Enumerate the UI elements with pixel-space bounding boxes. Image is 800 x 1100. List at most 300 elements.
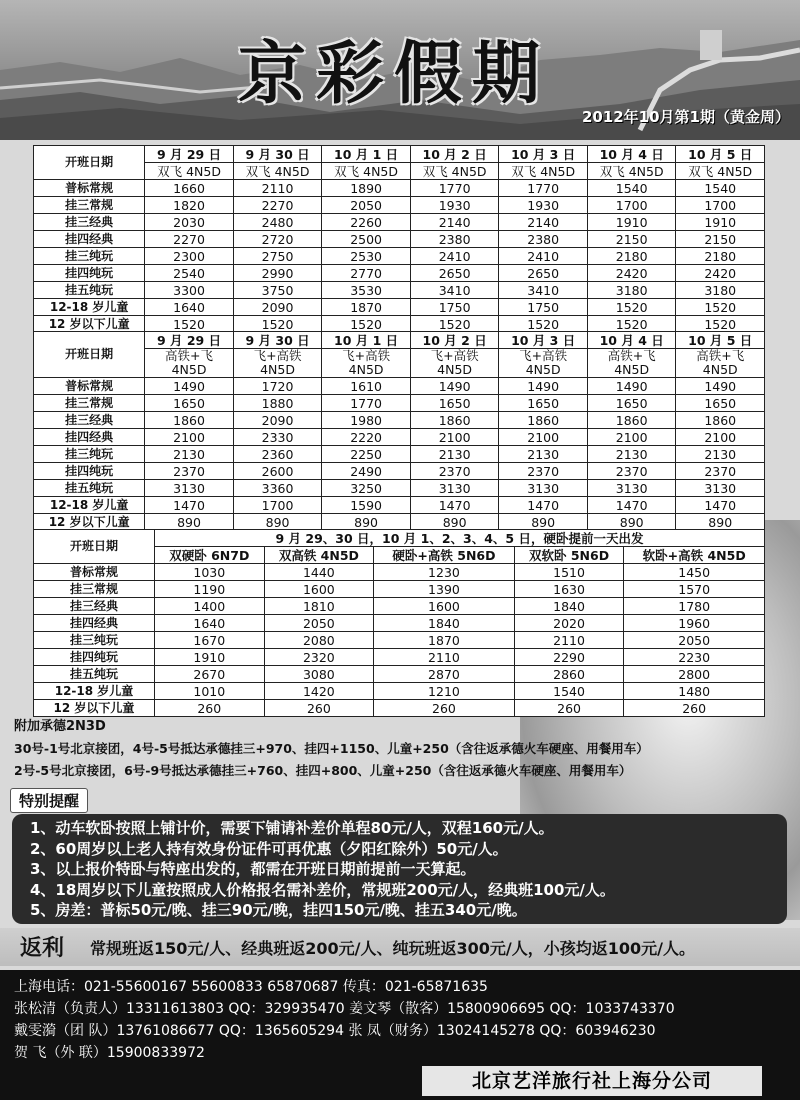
price-cell: 2130 xyxy=(145,446,234,463)
price-cell: 1700 xyxy=(676,197,765,214)
tip-item: 2、60周岁以上老人持有效身份证件可再优惠（夕阳红除外）50元/人。 xyxy=(30,839,508,858)
price-cell: 2150 xyxy=(587,231,676,248)
price-cell: 2480 xyxy=(233,214,322,231)
price-cell: 3360 xyxy=(233,480,322,497)
duration-label: 4N5D xyxy=(260,362,295,377)
price-cell: 1600 xyxy=(264,581,374,598)
price-cell: 2370 xyxy=(410,463,499,480)
mode-label: 双飞 4N5D xyxy=(688,163,753,179)
rebate-label: 返利 xyxy=(20,936,65,961)
price-cell: 2020 xyxy=(514,615,624,632)
price-cell: 1440 xyxy=(264,564,374,581)
price-cell: 1870 xyxy=(374,632,515,649)
mode-header-cell xyxy=(233,163,322,180)
price-cell: 1420 xyxy=(264,683,374,700)
price-cell: 2750 xyxy=(233,248,322,265)
price-cell: 1570 xyxy=(624,581,765,598)
mode-label: 飞+高铁 xyxy=(430,348,479,363)
price-cell: 2260 xyxy=(322,214,411,231)
row-label-cell: 挂四经典 xyxy=(34,429,145,446)
table-row xyxy=(34,180,765,197)
price-cell: 1770 xyxy=(410,180,499,197)
date-header-cell: 9 月 29 日 xyxy=(145,332,234,349)
mode-header-cell xyxy=(145,349,234,378)
price-cell: 2870 xyxy=(374,666,515,683)
table-row xyxy=(34,683,765,700)
mode-header-cell: 双软卧 5N6D xyxy=(514,547,624,564)
price-cell: 3180 xyxy=(587,282,676,299)
price-cell: 1190 xyxy=(155,581,265,598)
price-cell: 2050 xyxy=(264,615,374,632)
price-cell: 1470 xyxy=(587,497,676,514)
contact-line: 张松清（负责人）13311613803 QQ：329935470 姜文琴（散客）15800906695 QQ：1033743370 xyxy=(14,1001,675,1017)
duration-label: 4N5D xyxy=(525,362,561,377)
price-cell: 3080 xyxy=(264,666,374,683)
row-label-cell: 挂四纯玩 xyxy=(34,265,145,282)
row-label-cell: 挂三纯玩 xyxy=(34,632,155,649)
mode-header-cell: 硬卧+高铁 5N6D xyxy=(374,547,515,564)
price-cell: 890 xyxy=(145,514,234,531)
table-row xyxy=(34,299,765,316)
price-cell: 1030 xyxy=(155,564,265,581)
price-cell: 2130 xyxy=(587,446,676,463)
price-cell: 2270 xyxy=(233,197,322,214)
price-cell: 3410 xyxy=(499,282,588,299)
price-cell: 1510 xyxy=(514,564,624,581)
price-cell: 1210 xyxy=(374,683,515,700)
row-label-cell: 12 岁以下儿童 xyxy=(34,316,145,333)
price-cell: 2110 xyxy=(374,649,515,666)
date-header-cell: 9 月 29 日 xyxy=(145,146,234,163)
price-table-flight xyxy=(33,145,765,333)
row-label-cell: 挂五纯玩 xyxy=(34,282,145,299)
table-row xyxy=(34,446,765,463)
price-table-rail-flight xyxy=(33,331,765,531)
price-cell: 2270 xyxy=(145,231,234,248)
price-cell: 1840 xyxy=(514,598,624,615)
price-cell: 1980 xyxy=(322,412,411,429)
price-cell: 2090 xyxy=(233,412,322,429)
price-cell: 2370 xyxy=(499,463,588,480)
price-cell: 1470 xyxy=(499,497,588,514)
price-table-sleeper xyxy=(33,529,765,717)
price-cell: 1230 xyxy=(374,564,515,581)
price-cell: 2370 xyxy=(676,463,765,480)
mode-header-cell xyxy=(322,163,411,180)
row-label-cell: 普标常规 xyxy=(34,378,145,395)
mode-label: 双飞 4N5D xyxy=(599,163,664,179)
row-label-cell: 挂五纯玩 xyxy=(34,666,155,683)
price-cell: 1520 xyxy=(676,299,765,316)
price-cell: 2150 xyxy=(676,231,765,248)
price-cell: 2420 xyxy=(676,265,765,282)
table-row xyxy=(34,231,765,248)
duration-label: 4N5D xyxy=(614,362,650,377)
price-cell: 3130 xyxy=(676,480,765,497)
price-cell: 890 xyxy=(233,514,322,531)
price-cell: 890 xyxy=(499,514,588,531)
price-cell: 2800 xyxy=(624,666,765,683)
price-cell: 1660 xyxy=(145,180,234,197)
price-cell: 2300 xyxy=(145,248,234,265)
price-cell: 1520 xyxy=(145,316,234,333)
mode-header-cell xyxy=(499,349,588,378)
price-cell: 1650 xyxy=(676,395,765,412)
tips-box xyxy=(12,814,787,924)
duration-label: 4N5D xyxy=(702,362,738,377)
price-cell: 1540 xyxy=(676,180,765,197)
price-cell: 1930 xyxy=(499,197,588,214)
price-cell: 1770 xyxy=(322,395,411,412)
mode-header-cell xyxy=(676,349,765,378)
price-cell: 2370 xyxy=(145,463,234,480)
price-cell: 1840 xyxy=(374,615,515,632)
price-cell: 3410 xyxy=(410,282,499,299)
price-cell: 2140 xyxy=(410,214,499,231)
price-cell: 1960 xyxy=(624,615,765,632)
price-cell: 1610 xyxy=(322,378,411,395)
row-label-cell: 挂三常规 xyxy=(34,197,145,214)
table-row xyxy=(34,412,765,429)
price-cell: 2130 xyxy=(499,446,588,463)
price-cell: 1650 xyxy=(145,395,234,412)
date-header-cell: 10 月 2 日 xyxy=(410,332,499,349)
duration-label: 4N5D xyxy=(348,362,384,377)
table-row xyxy=(34,615,765,632)
mode-label: 高铁+飞 xyxy=(607,348,656,363)
table-row xyxy=(34,649,765,666)
price-cell: 2650 xyxy=(410,265,499,282)
price-cell: 1650 xyxy=(499,395,588,412)
price-cell: 2250 xyxy=(322,446,411,463)
price-cell: 1870 xyxy=(322,299,411,316)
price-cell: 1650 xyxy=(410,395,499,412)
price-cell: 1390 xyxy=(374,581,515,598)
mode-header-cell: 软卧+高铁 4N5D xyxy=(624,547,765,564)
price-cell: 1910 xyxy=(676,214,765,231)
price-cell: 2530 xyxy=(322,248,411,265)
price-cell: 2100 xyxy=(499,429,588,446)
table-row xyxy=(34,463,765,480)
price-cell: 2050 xyxy=(624,632,765,649)
table-row xyxy=(34,564,765,581)
price-cell: 1450 xyxy=(624,564,765,581)
table-row xyxy=(34,282,765,299)
price-cell: 2370 xyxy=(587,463,676,480)
price-cell: 2720 xyxy=(233,231,322,248)
price-cell: 2500 xyxy=(322,231,411,248)
table-row xyxy=(34,480,765,497)
mode-label: 高铁+飞 xyxy=(696,348,745,363)
price-cell: 1540 xyxy=(587,180,676,197)
table-row xyxy=(34,581,765,598)
price-cell: 1860 xyxy=(499,412,588,429)
price-cell: 2380 xyxy=(499,231,588,248)
table-row xyxy=(34,497,765,514)
date-header-cell: 10 月 4 日 xyxy=(587,332,676,349)
mode-header-cell xyxy=(410,163,499,180)
price-cell: 1490 xyxy=(145,378,234,395)
price-cell: 1860 xyxy=(676,412,765,429)
table-row xyxy=(34,700,765,717)
mode-header-cell xyxy=(145,163,234,180)
price-cell: 1700 xyxy=(233,497,322,514)
price-cell: 3180 xyxy=(676,282,765,299)
row-label-cell: 12-18 岁儿童 xyxy=(34,683,155,700)
price-cell: 2100 xyxy=(676,429,765,446)
date-header-cell: 10 月 1 日 xyxy=(322,146,411,163)
price-cell: 2420 xyxy=(587,265,676,282)
price-cell: 3130 xyxy=(499,480,588,497)
header-banner xyxy=(0,0,800,140)
price-cell: 1400 xyxy=(155,598,265,615)
header-label-cell: 开班日期 xyxy=(34,332,145,378)
mode-header-cell xyxy=(233,349,322,378)
price-cell: 2230 xyxy=(624,649,765,666)
price-cell: 1540 xyxy=(514,683,624,700)
row-label-cell: 普标常规 xyxy=(34,180,145,197)
row-label-cell: 挂三常规 xyxy=(34,581,155,598)
price-cell: 1670 xyxy=(155,632,265,649)
mode-header-cell xyxy=(587,163,676,180)
addon-title: 附加承德2N3D xyxy=(14,719,106,734)
row-label-cell: 挂三经典 xyxy=(34,598,155,615)
price-cell: 2100 xyxy=(410,429,499,446)
mode-label: 双飞 4N5D xyxy=(422,163,487,179)
row-label-cell: 挂四纯玩 xyxy=(34,463,145,480)
date-header-cell: 10 月 5 日 xyxy=(676,332,765,349)
price-cell: 1470 xyxy=(410,497,499,514)
price-cell: 260 xyxy=(264,700,374,717)
price-cell: 1860 xyxy=(587,412,676,429)
addon-line: 2号-5号北京接团，6号-9号抵达承德挂三+760、挂四+800、儿童+250（含往返承德火车硬座、用餐用车） xyxy=(14,763,632,778)
price-cell: 1480 xyxy=(624,683,765,700)
header-label-cell: 开班日期 xyxy=(34,530,155,564)
date-header-cell: 10 月 2 日 xyxy=(410,146,499,163)
price-cell: 2770 xyxy=(322,265,411,282)
mode-label: 双飞 4N5D xyxy=(157,163,221,179)
rebate-text: 常规班返150元/人、经典班返200元/人、纯玩班返300元/人，小孩均返100元/人。 xyxy=(90,939,695,958)
tips-title: 特别提醒 xyxy=(10,788,88,813)
table-row xyxy=(34,395,765,412)
table-row xyxy=(34,248,765,265)
tip-item: 1、动车软卧按照上铺计价，需要下铺请补差价单程80元/人，双程160元/人。 xyxy=(30,819,554,837)
row-label-cell: 普标常规 xyxy=(34,564,155,581)
price-cell: 260 xyxy=(374,700,515,717)
price-cell: 3130 xyxy=(145,480,234,497)
price-cell: 260 xyxy=(624,700,765,717)
mode-label: 双飞 4N5D xyxy=(245,163,310,179)
price-cell: 2180 xyxy=(587,248,676,265)
table-row xyxy=(34,265,765,282)
date-header-cell: 10 月 3 日 xyxy=(499,146,588,163)
mode-label: 高铁+飞 xyxy=(165,348,214,363)
price-cell: 1630 xyxy=(514,581,624,598)
mode-label: 飞+高铁 xyxy=(342,348,391,363)
price-cell: 1470 xyxy=(676,497,765,514)
tip-item: 5、房差：普标50元/晚、挂三90元/晚，挂四150元/晚、挂五340元/晚。 xyxy=(30,901,527,919)
table-row xyxy=(34,598,765,615)
price-cell: 1910 xyxy=(155,649,265,666)
price-cell: 2670 xyxy=(155,666,265,683)
price-cell: 2090 xyxy=(233,299,322,316)
price-cell: 1810 xyxy=(264,598,374,615)
contact-line: 戴雯漪（团 队）13761086677 QQ：1365605294 张 凤（财务）13024145278 QQ：603946230 xyxy=(14,1023,656,1039)
price-cell: 260 xyxy=(514,700,624,717)
price-cell: 1640 xyxy=(145,299,234,316)
price-cell: 890 xyxy=(410,514,499,531)
price-cell: 2380 xyxy=(410,231,499,248)
mode-header-cell: 双高铁 4N5D xyxy=(264,547,374,564)
row-label-cell: 12-18 岁儿童 xyxy=(34,299,145,316)
price-cell: 2410 xyxy=(410,248,499,265)
date-header-cell: 10 月 4 日 xyxy=(587,146,676,163)
row-label-cell: 挂三经典 xyxy=(34,214,145,231)
price-cell: 1010 xyxy=(155,683,265,700)
price-cell: 3530 xyxy=(322,282,411,299)
price-cell: 1600 xyxy=(374,598,515,615)
contact-line: 上海电话：021-55600167 55600833 65870687 传真：021-65871635 xyxy=(14,979,488,995)
row-label-cell: 挂三纯玩 xyxy=(34,248,145,265)
price-cell: 3750 xyxy=(233,282,322,299)
price-cell: 1490 xyxy=(676,378,765,395)
table-row xyxy=(34,316,765,333)
price-cell: 1520 xyxy=(587,316,676,333)
price-cell: 1750 xyxy=(410,299,499,316)
company-name: 北京艺洋旅行社上海分公司 xyxy=(422,1066,762,1096)
price-cell: 260 xyxy=(155,700,265,717)
price-cell: 2990 xyxy=(233,265,322,282)
price-cell: 2110 xyxy=(514,632,624,649)
price-cell: 1930 xyxy=(410,197,499,214)
price-cell: 2030 xyxy=(145,214,234,231)
table-row xyxy=(34,514,765,531)
price-cell: 2600 xyxy=(233,463,322,480)
price-cell: 2130 xyxy=(410,446,499,463)
price-cell: 3130 xyxy=(587,480,676,497)
row-label-cell: 12 岁以下儿童 xyxy=(34,700,155,717)
price-cell: 2650 xyxy=(499,265,588,282)
price-cell: 1520 xyxy=(233,316,322,333)
date-header-cell: 10 月 3 日 xyxy=(499,332,588,349)
mode-header-cell xyxy=(410,349,499,378)
price-cell: 2330 xyxy=(233,429,322,446)
row-label-cell: 12-18 岁儿童 xyxy=(34,497,145,514)
price-cell: 1720 xyxy=(233,378,322,395)
mode-label: 飞+高铁 xyxy=(253,348,302,363)
price-cell: 1780 xyxy=(624,598,765,615)
price-cell: 1520 xyxy=(322,316,411,333)
price-cell: 2860 xyxy=(514,666,624,683)
mode-header-cell xyxy=(322,349,411,378)
price-cell: 3250 xyxy=(322,480,411,497)
price-cell: 2180 xyxy=(676,248,765,265)
price-cell: 2050 xyxy=(322,197,411,214)
mode-header-cell xyxy=(676,163,765,180)
price-cell: 1820 xyxy=(145,197,234,214)
price-cell: 2360 xyxy=(233,446,322,463)
price-cell: 1490 xyxy=(410,378,499,395)
price-cell: 2100 xyxy=(587,429,676,446)
price-cell: 1910 xyxy=(587,214,676,231)
mode-label: 飞+高铁 xyxy=(519,348,568,363)
price-cell: 3300 xyxy=(145,282,234,299)
row-label-cell: 12 岁以下儿童 xyxy=(34,514,145,531)
mode-header-cell: 双硬卧 6N7D xyxy=(155,547,265,564)
price-cell: 1880 xyxy=(233,395,322,412)
price-cell: 1750 xyxy=(499,299,588,316)
row-label-cell: 挂四经典 xyxy=(34,615,155,632)
price-cell: 2080 xyxy=(264,632,374,649)
page-title: 京彩假期 xyxy=(238,34,551,114)
row-label-cell: 挂三常规 xyxy=(34,395,145,412)
price-cell: 2140 xyxy=(499,214,588,231)
duration-label: 4N5D xyxy=(437,362,473,377)
table-row xyxy=(34,197,765,214)
price-cell: 1520 xyxy=(676,316,765,333)
price-cell: 2320 xyxy=(264,649,374,666)
price-cell: 3130 xyxy=(410,480,499,497)
price-cell: 2100 xyxy=(145,429,234,446)
mode-header-cell xyxy=(499,163,588,180)
mode-header-cell xyxy=(587,349,676,378)
price-cell: 1770 xyxy=(499,180,588,197)
row-label-cell: 挂五纯玩 xyxy=(34,480,145,497)
departure-note-cell: 9 月 29、30 日，10 月 1、2、3、4、5 日，硬卧提前一天出发 xyxy=(155,530,765,547)
price-cell: 890 xyxy=(587,514,676,531)
tip-item: 4、18周岁以下儿童按照成人价格报名需补差价，常规班200元/人，经典班100元/人。 xyxy=(30,880,615,899)
price-cell: 1470 xyxy=(145,497,234,514)
mode-label: 双飞 4N5D xyxy=(511,163,576,179)
addon-section xyxy=(14,716,794,782)
price-cell: 1640 xyxy=(155,615,265,632)
price-cell: 1520 xyxy=(410,316,499,333)
table-row xyxy=(34,378,765,395)
issue-label: 2012年10月第1期（黄金周） xyxy=(581,108,790,126)
price-cell: 1650 xyxy=(587,395,676,412)
table-row xyxy=(34,666,765,683)
row-label-cell: 挂四经典 xyxy=(34,231,145,248)
row-label-cell: 挂三经典 xyxy=(34,412,145,429)
price-cell: 2220 xyxy=(322,429,411,446)
price-cell: 1860 xyxy=(145,412,234,429)
table-row xyxy=(34,429,765,446)
price-cell: 2490 xyxy=(322,463,411,480)
price-cell: 890 xyxy=(322,514,411,531)
price-cell: 890 xyxy=(676,514,765,531)
tip-item: 3、以上报价特卧与特座出发的，都需在开班日期前提前一天算起。 xyxy=(30,860,476,878)
price-cell: 2410 xyxy=(499,248,588,265)
table-row xyxy=(34,214,765,231)
price-cell: 2540 xyxy=(145,265,234,282)
price-cell: 1700 xyxy=(587,197,676,214)
row-label-cell: 挂三纯玩 xyxy=(34,446,145,463)
duration-label: 4N5D xyxy=(171,362,207,377)
price-cell: 1860 xyxy=(410,412,499,429)
price-cell: 1890 xyxy=(322,180,411,197)
price-cell: 1490 xyxy=(587,378,676,395)
table-row xyxy=(34,632,765,649)
date-header-cell: 9 月 30 日 xyxy=(233,146,322,163)
price-cell: 1590 xyxy=(322,497,411,514)
date-header-cell: 10 月 1 日 xyxy=(322,332,411,349)
mode-label: 双飞 4N5D xyxy=(334,163,399,179)
price-cell: 1520 xyxy=(499,316,588,333)
date-header-cell: 9 月 30 日 xyxy=(233,332,322,349)
price-cell: 1520 xyxy=(587,299,676,316)
addon-line: 30号-1号北京接团，4号-5号抵达承德挂三+970、挂四+1150、儿童+250（含往返承德火车硬座、用餐用车） xyxy=(14,741,649,756)
row-label-cell: 挂四纯玩 xyxy=(34,649,155,666)
